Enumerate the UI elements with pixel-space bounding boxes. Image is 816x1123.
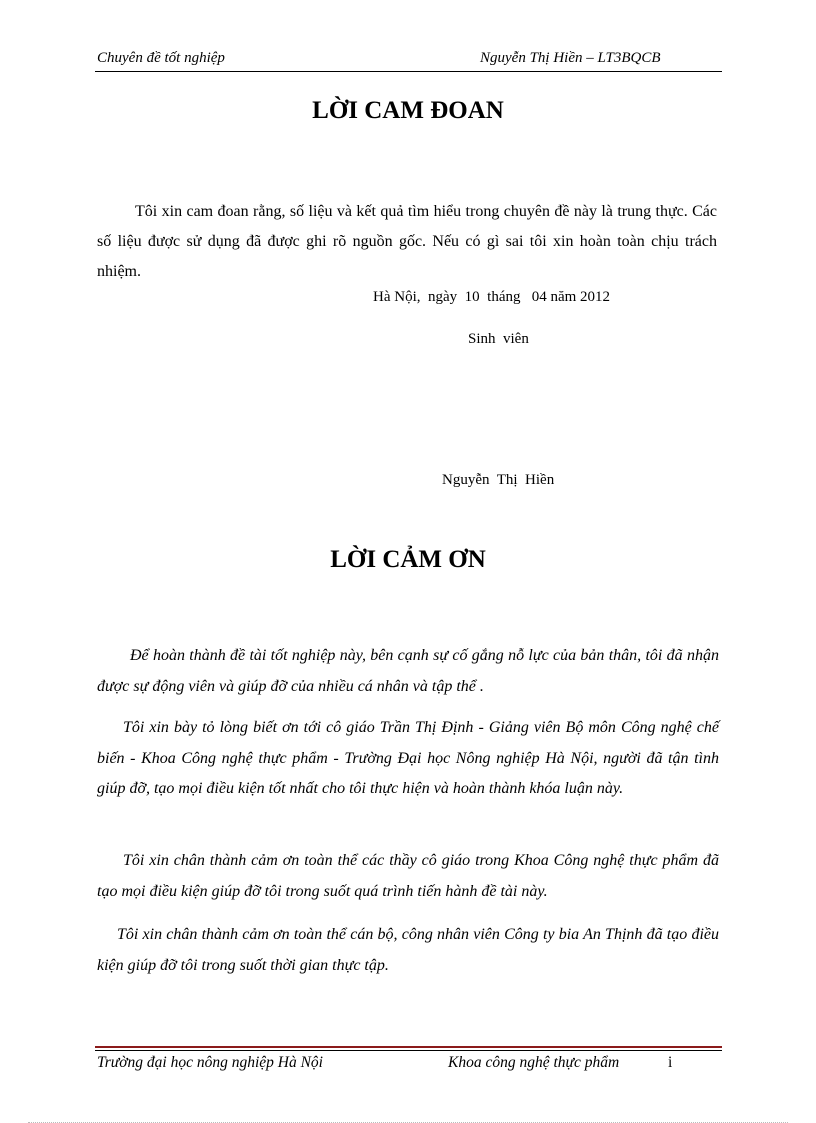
thanks-title: LỜI CẢM ƠN bbox=[330, 546, 486, 573]
place-date: Hà Nội, ngày 10 tháng 04 năm 2012 bbox=[373, 289, 611, 305]
thanks-paragraph-4: Tôi xin chân thành cảm ơn toàn thể cán bộ, công nhân viên Công ty bia An Thịnh đã tạo điều kiện giúp đỡ tôi trong suốt thời gian thực tập. bbox=[97, 926, 719, 974]
footer-right-text: Khoa công nghệ thực phẩm bbox=[448, 1054, 620, 1071]
thanks-paragraph-2: Tôi xin bày tỏ lòng biết ơn tới cô giáo Trần Thị Định - Giảng viên Bộ môn Công nghệ chế biến - Khoa Công nghệ thực phẩm - Trường Đại học Nông nghiệp Hà Nội, người đã tận tình giúp đỡ, tạo mọi điều kiện tốt nhất cho tôi thực hiện và hoàn thành khóa luận này. bbox=[97, 719, 719, 797]
student-signer-name: Nguyễn Thị Hiền bbox=[442, 472, 555, 488]
page-number: i bbox=[668, 1054, 673, 1071]
header-right-text: Nguyễn Thị Hiền – LT3BQCB bbox=[480, 50, 661, 66]
commitment-title: LỜI CAM ĐOAN bbox=[312, 97, 504, 124]
commitment-paragraph: Tôi xin cam đoan rằng, số liệu và kết quả tìm hiểu trong chuyên đề này là trung thực. Các số liệu được sử dụng đã được ghi rõ nguồn gốc. Nếu có gì sai tôi xin hoàn toàn chịu trách nhiệm. bbox=[97, 203, 717, 280]
footer-left-text: Trường đại học nông nghiệp Hà Nội bbox=[97, 1054, 323, 1071]
header-rule bbox=[95, 71, 722, 72]
footer-rule-bottom bbox=[95, 1050, 722, 1051]
thanks-paragraph-3: Tôi xin chân thành cảm ơn toàn thể các thầy cô giáo trong Khoa Công nghệ thực phẩm đã tạo mọi điều kiện giúp đỡ tôi trong suốt quá trình tiến hành đề tài này. bbox=[97, 852, 719, 900]
footer-rule-top bbox=[95, 1046, 722, 1048]
thanks-paragraph-1: Để hoàn thành đề tài tốt nghiệp này, bên cạnh sự cố gắng nỗ lực của bản thân, tôi đã nhận được sự động viên và giúp đỡ của nhiều cá nhân và tập thể . bbox=[97, 647, 719, 695]
header-left-text: Chuyên đề tốt nghiệp bbox=[97, 50, 225, 66]
student-role: Sinh viên bbox=[468, 331, 529, 347]
